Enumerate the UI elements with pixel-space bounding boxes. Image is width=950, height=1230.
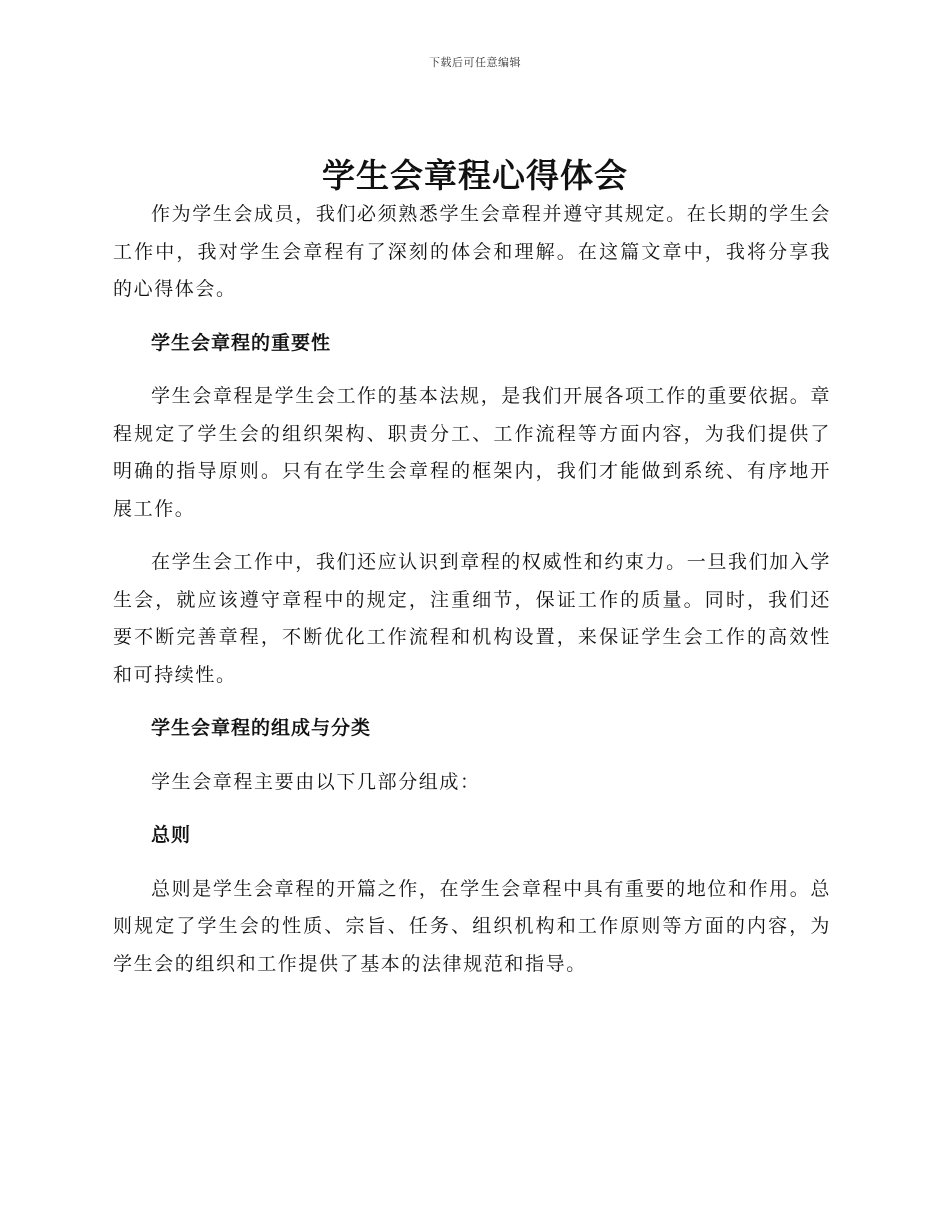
document-body bbox=[113, 196, 831, 983]
header-note: 下载后可任意编辑 bbox=[429, 56, 521, 69]
document-title: 学生会章程心得体会 bbox=[322, 156, 628, 195]
section-heading-composition: 学生会章程的组成与分类 bbox=[151, 717, 372, 739]
paragraph-intro: 作为学生会成员，我们必须熟悉学生会章程并遵守其规定。在长期的学生会工作中，我对学生会章程有了深刻的体会和理解。在这篇文章中，我将分享我的心得体会。 bbox=[113, 203, 831, 300]
section-heading-importance: 学生会章程的重要性 bbox=[151, 331, 332, 354]
paragraph-general: 总则是学生会章程的开篇之作，在学生会章程中具有重要的地位和作用。总则规定了学生会的性质、宗旨、任务、组织机构和工作原则等方面的内容，为学生会的组织和工作提供了基本的法律规范和指导。 bbox=[113, 877, 831, 975]
paragraph-composition: 学生会章程主要由以下几部分组成： bbox=[151, 770, 481, 793]
paragraph-importance: 学生会章程是学生会工作的基本法规，是我们开展各项工作的重要依据。章程规定了学生会的组织架构、职责分工、工作流程等方面内容，为我们提供了明确的指导原则。只有在学生会章程的框架内，我们才能做到系统、有序地开展工作。 bbox=[113, 385, 831, 520]
paragraph-authority: 在学生会工作中，我们还应认识到章程的权威性和约束力。一旦我们加入学生会，就应该遵守章程中的规定，注重细节，保证工作的质量。同时，我们还要不断完善章程，不断优化工作流程和机构设置，来保证学生会工作的高效性和可持续性。 bbox=[113, 551, 831, 686]
section-heading-general: 总则 bbox=[151, 824, 192, 846]
